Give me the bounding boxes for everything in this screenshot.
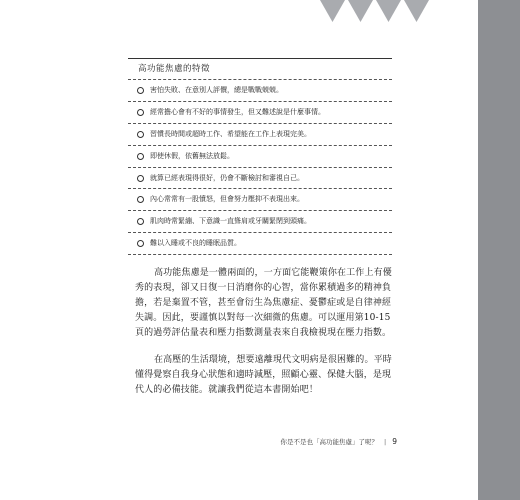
triangle-mark: [376, 0, 401, 22]
body-paragraph: 高功能焦慮是一體兩面的，一方面它能鞭策你在工作上有優秀的表現，卻又日復一日消磨你的心智，當你累積過多的精神負擔，若是棄置不管，甚至會衍生為焦慮症、憂鬱症或是自律神經失調。因此，要謹慎以對每一次細微的焦慮。可以運用第10-15頁的過勞評估量表和壓力指數測量表來自我檢視現在壓力指數。: [135, 268, 392, 338]
circle-bullet-icon: [137, 109, 144, 116]
body-paragraph: 在高壓的生活環境，想要遠離現代文明病是很困難的。平時懂得覺察自我身心狀態和適時減壓，照顧心靈、保健大腦，是現代人的必備技能。就讓我們從這本書開始吧！: [135, 355, 392, 395]
page-edge-bar: [478, 0, 520, 500]
checklist-item: [128, 80, 392, 102]
checklist-item: [128, 146, 392, 168]
checklist-item: [128, 189, 392, 211]
checklist-item-text: 就算已經表現得很好，仍會不斷檢討和審視自己。: [150, 173, 304, 182]
checklist-item-text: 習慣長時間或超時工作、希望能在工作上表現完美。: [150, 129, 311, 138]
body-text: [135, 266, 393, 410]
checklist-item-text: 即使休假，依舊無法放鬆。: [150, 151, 234, 160]
checklist-item-text: 害怕失敗、在意別人評價，總是戰戰兢兢。: [150, 86, 283, 94]
checklist-box: [128, 58, 392, 248]
triangle-decoration: [320, 0, 480, 24]
running-title: 你是不是也「高功能焦慮」了呢？: [280, 438, 379, 446]
circle-bullet-icon: [137, 153, 144, 160]
triangle-mark: [404, 0, 429, 22]
checklist-item: [128, 168, 392, 190]
checklist-item: [128, 211, 392, 233]
circle-bullet-icon: [137, 240, 144, 247]
checklist-item: [128, 124, 392, 146]
checklist-item-text: 肌肉時常緊繃、下意識一直聳肩或牙關緊閉到頭痛。: [150, 217, 311, 226]
checklist-item: [128, 102, 392, 124]
circle-bullet-icon: [137, 175, 144, 182]
checklist-item-text: 經常擔心會有不好的事情發生，但又難述說是什麼事情。: [150, 107, 325, 116]
circle-bullet-icon: [137, 196, 144, 203]
checklist-item: [128, 233, 392, 255]
circle-bullet-icon: [137, 131, 144, 138]
triangle-mark: [348, 0, 373, 22]
checklist-item-text: 內心常常有一股憤怒，但會努力壓抑不表現出來。: [150, 195, 304, 204]
circle-bullet-icon: [137, 87, 144, 94]
checklist-item-text: 難以入睡或不良的睡眠品質。: [150, 239, 241, 248]
triangle-mark: [320, 0, 345, 22]
checklist-title: 高功能焦慮的特徵: [128, 58, 392, 80]
page-footer: [257, 437, 397, 446]
footer-separator: |: [384, 437, 387, 446]
circle-bullet-icon: [137, 218, 144, 225]
page-number: 9: [392, 437, 397, 446]
